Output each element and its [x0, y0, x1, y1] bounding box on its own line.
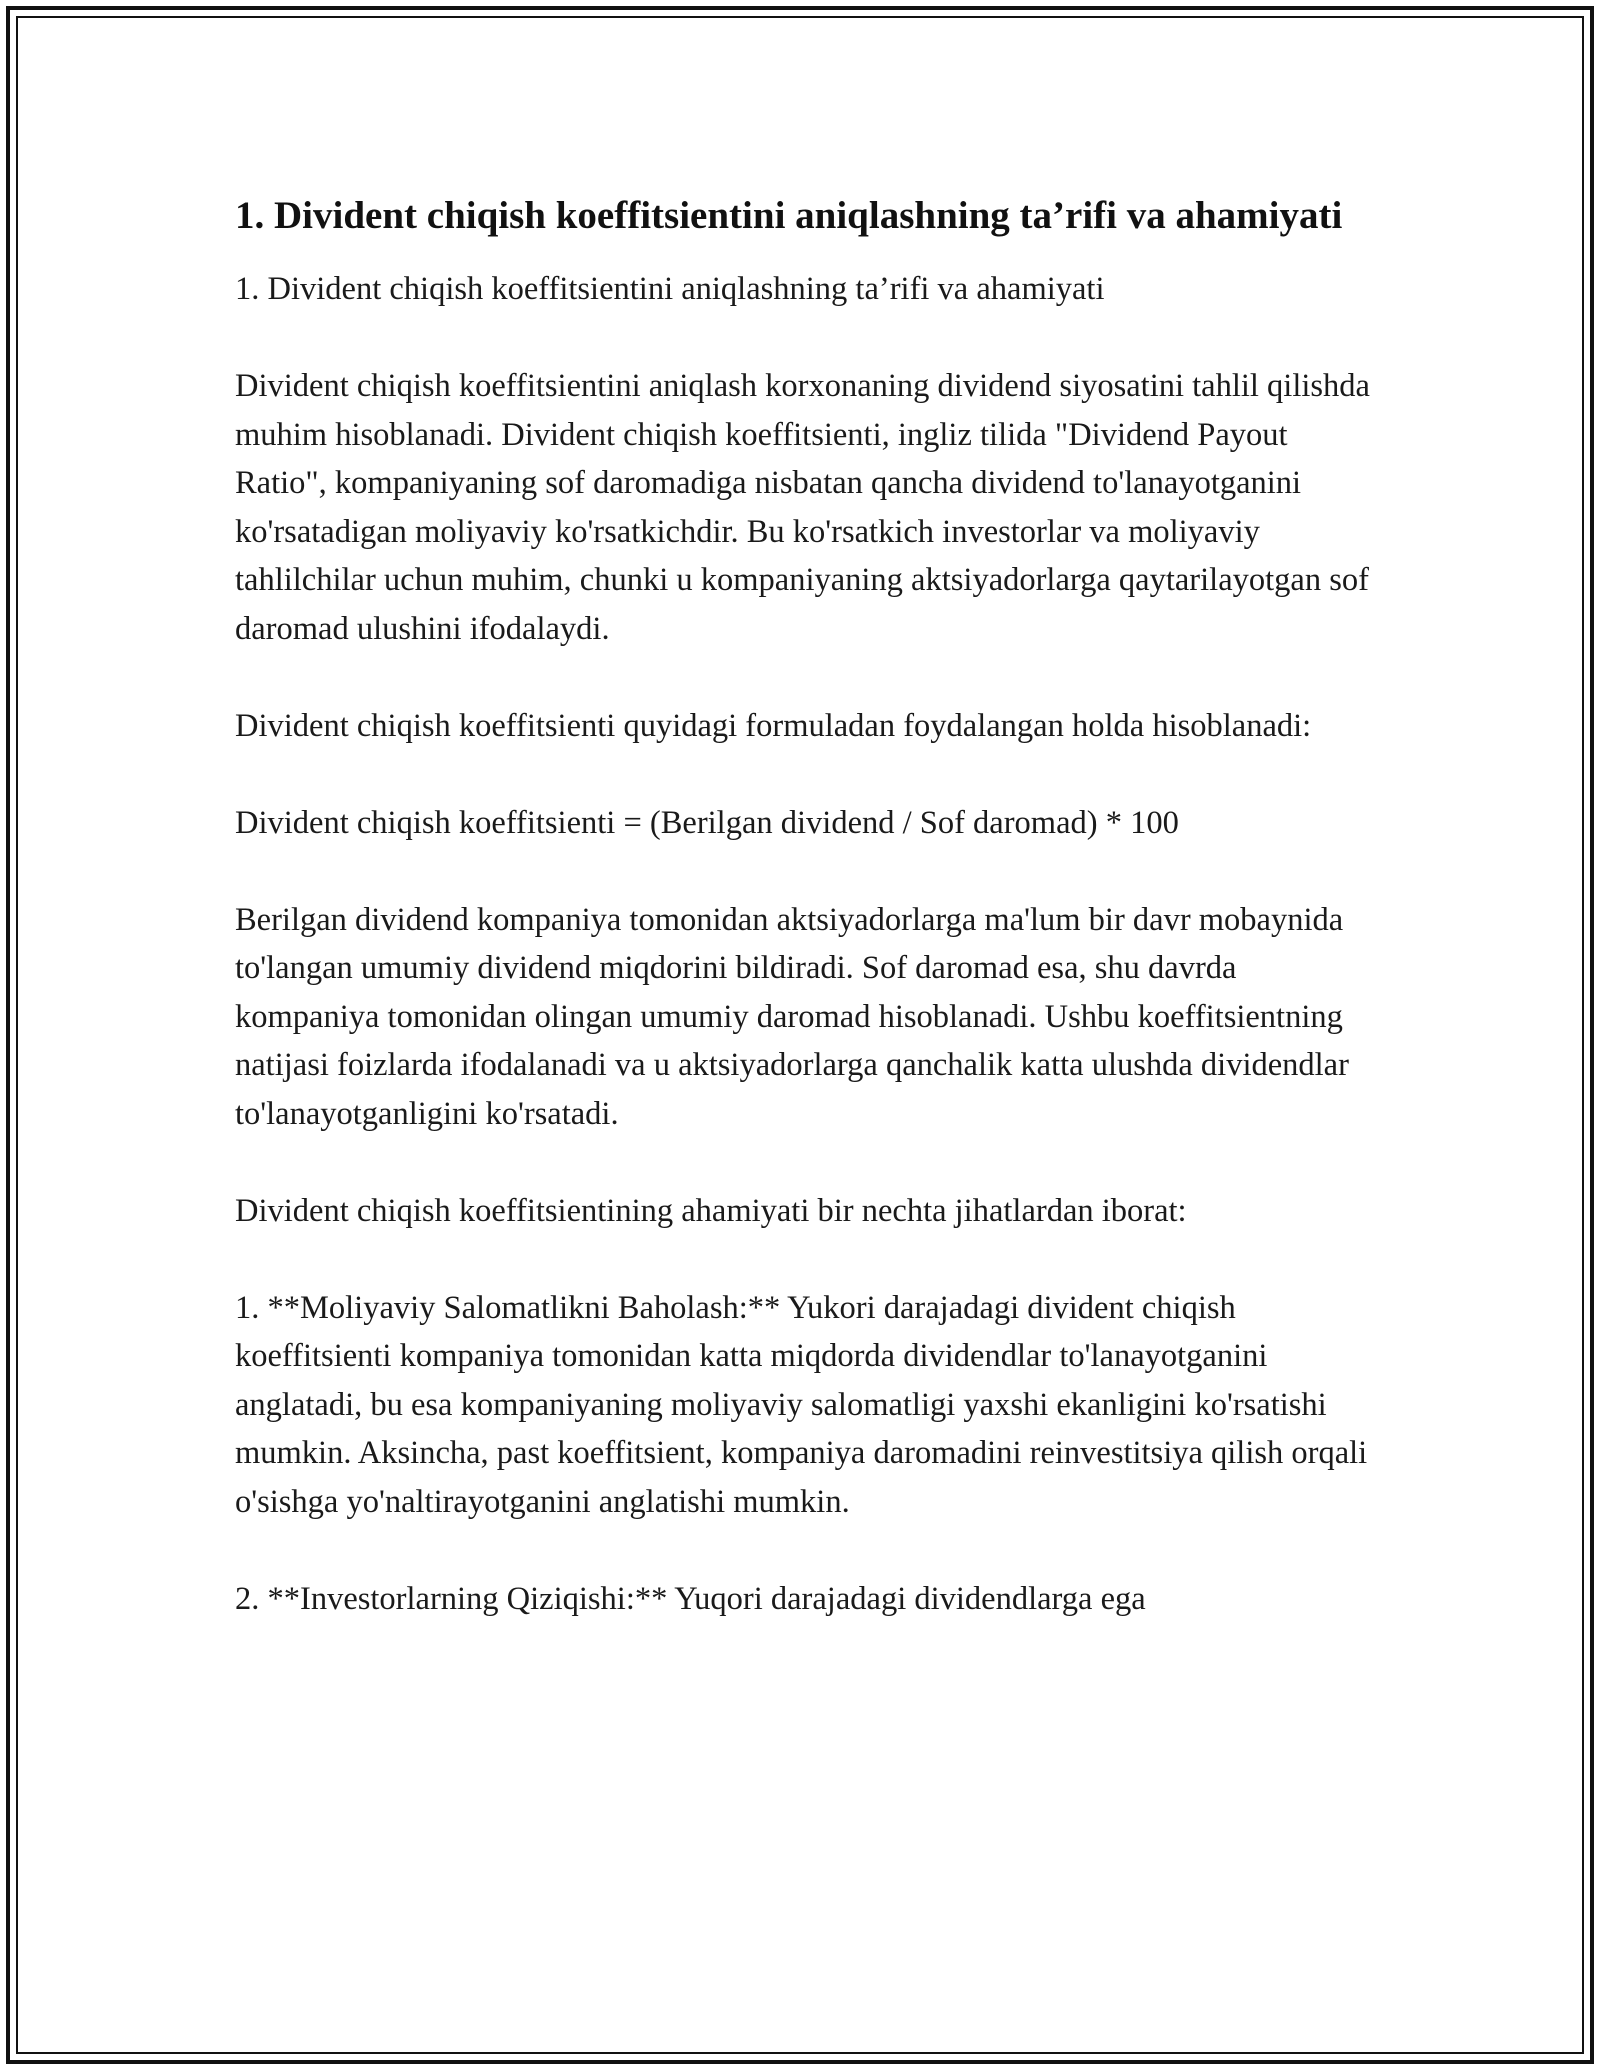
document-body	[235, 188, 1385, 1623]
paragraph-formula-intro: Divident chiqish koeffitsienti quyidagi formuladan foydalangan holda hisoblanadi:	[235, 707, 1312, 744]
paragraph-definition: Divident chiqish koeffitsientini aniqlash korxonaning dividend siyosatini tahlil qilishda muhim hisoblanadi. Divident chiqish koeffitsienti, ingliz tilida "Dividend Payout Ratio", kompaniyaning sof daromadiga nisbatan qancha dividend to'lanayotganini ko'rsatadigan moliyaviy ko'rsatkichdir. Bu ko'rsatkich investorlar va moliyaviy tahlilchilar uchun muhim, chunki u kompaniyaning aktsiyadorlarga qaytarilayotgan sof daromad ulushini ifodalaydi.	[235, 368, 1370, 647]
paragraph-explanation: Berilgan dividend kompaniya tomonidan aktsiyadorlarga ma'lum bir davr mobaynida to'langan umumiy dividend miqdorini bildiradi. Sof daromad esa, shu davrda kompaniya tomonidan olingan umumiy daromad hisoblanadi. Ushbu koeffitsientning natijasi foizlarda ifodalanadi va u aktsiyadorlarga qanchalik katta ulushda dividendlar to'lanayotganligini ko'rsatadi.	[235, 901, 1349, 1132]
paragraph-formula: Divident chiqish koeffitsienti = (Berilgan dividend / Sof daromad) * 100	[235, 804, 1179, 841]
paragraph-point-2: 2. **Investorlarning Qiziqishi:** Yuqori darajadagi dividendlarga ega	[235, 1580, 1146, 1617]
paragraph-point-1: 1. **Moliyaviy Salomatlikni Baholash:** Yukori darajadagi divident chiqish koeffitsienti kompaniya tomonidan katta miqdorda dividendlar to'lanayotganini anglatadi, bu esa kompaniyaning moliyaviy salomatligi yaxshi ekanligini ko'rsatishi mumkin. Aksincha, past koeffitsient, kompaniya daromadini reinvestitsiya qilish orqali o'sishga yo'naltirayotganini anglatishi mumkin.	[235, 1289, 1368, 1520]
document-title: 1. Divident chiqish koeffitsientini aniqlashning ta’rifi va ahamiyati	[235, 194, 1343, 237]
paragraph-subtitle: 1. Divident chiqish koeffitsientini aniqlashning ta’rifi va ahamiyati	[235, 271, 1105, 307]
paragraph-importance-intro: Divident chiqish koeffitsientining ahamiyati bir nechta jihatlardan iborat:	[235, 1192, 1187, 1229]
